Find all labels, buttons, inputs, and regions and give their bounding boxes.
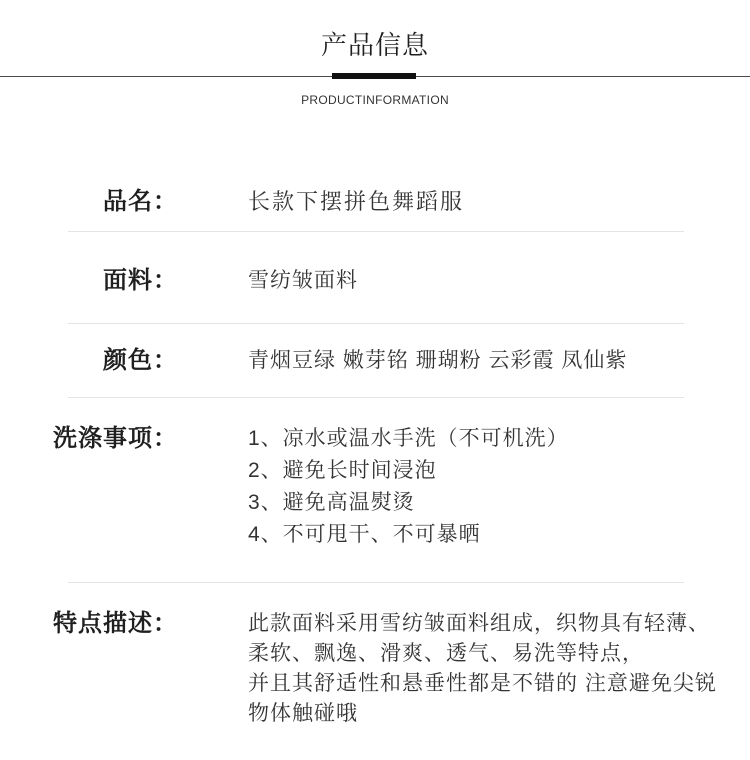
features-description: [248, 609, 717, 729]
row-separator: [68, 231, 684, 232]
product-name-value: 长款下摆拼色舞蹈服: [248, 189, 465, 214]
features-label: 特点描述：: [53, 610, 178, 637]
title-underline-bar: [332, 73, 416, 79]
wash-care-item: 4、不可甩干、不可暴晒: [248, 523, 481, 546]
wash-care-list: [248, 423, 569, 551]
color-label: 颜色：: [103, 347, 178, 374]
wash-care-item: 2、避免长时间浸泡: [248, 459, 437, 482]
row-separator: [68, 323, 684, 324]
color-value: 青烟豆绿 嫩芽铭 珊瑚粉 云彩霞 凤仙紫: [248, 349, 628, 372]
row-separator: [68, 582, 684, 583]
row-separator: [68, 397, 684, 398]
features-line: 物体触碰哦: [248, 702, 358, 725]
wash-care-item: 3、避免高温熨烫: [248, 491, 415, 514]
features-line: 柔软、飘逸、滑爽、透气、易洗等特点，: [248, 642, 644, 665]
wash-care-item: 1、凉水或温水手洗（不可机洗）: [248, 427, 569, 450]
wash-care-label: 洗涤事项：: [53, 425, 178, 452]
product-name-label: 品名：: [103, 188, 178, 215]
page-subtitle: PRODUCTINFORMATION: [301, 93, 449, 107]
fabric-label: 面料：: [103, 267, 178, 294]
fabric-value: 雪纺皱面料: [248, 269, 358, 292]
features-line: 此款面料采用雪纺皱面料组成，织物具有轻薄、: [248, 612, 710, 635]
features-line: 并且其舒适性和悬垂性都是不错的 注意避免尖锐: [248, 672, 717, 695]
page-title: 产品信息: [320, 30, 429, 60]
